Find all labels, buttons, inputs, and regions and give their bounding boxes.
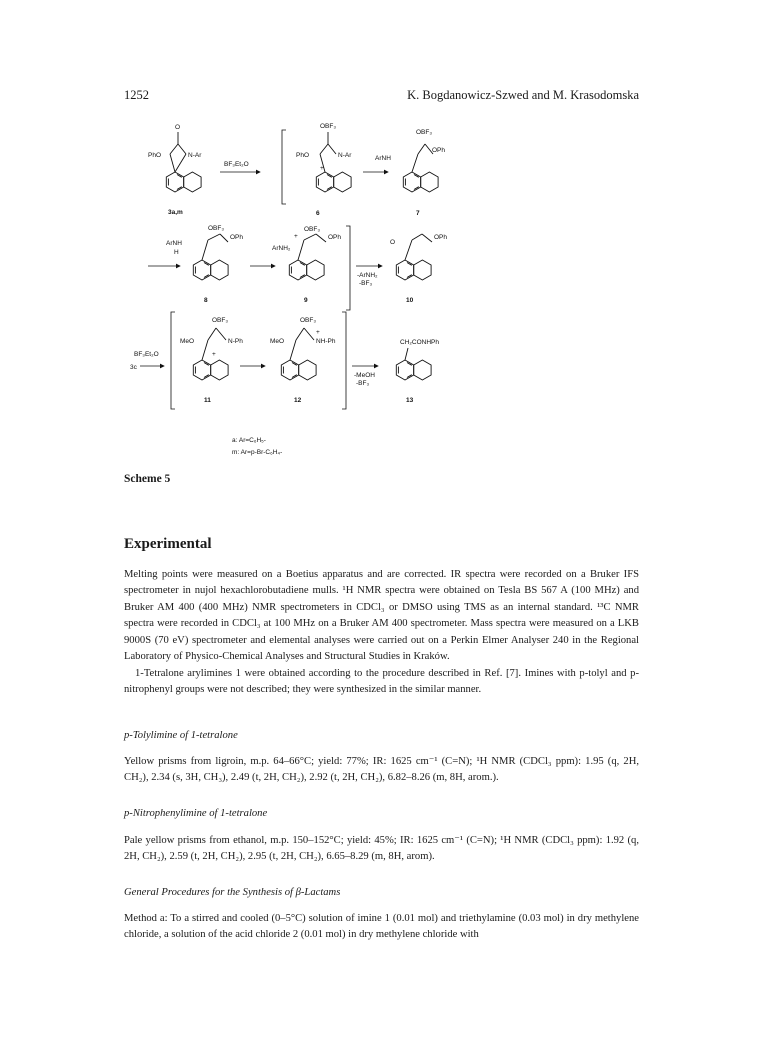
reagent-arnh2: -ArNH₂ [357,272,378,279]
compound-10 [390,234,447,304]
svg-text:H: H [174,249,179,256]
svg-text:OBF₃: OBF₃ [212,317,229,324]
bracket-right-3 [342,312,346,409]
reagent-meoh: -MeOH [354,372,375,379]
compound-12 [270,317,336,404]
svg-text:10: 10 [406,297,414,304]
svg-text:3a,m: 3a,m [168,209,183,216]
reagent-bf3-loss-1: -BF₃ [359,280,373,287]
svg-text:NH-Ph: NH-Ph [316,338,336,345]
svg-text:MeO: MeO [180,338,195,345]
svg-text:+: + [212,351,216,358]
compound-11 [180,317,243,404]
compound-7 [375,129,445,217]
svg-text:ArNH₂: ArNH₂ [272,245,291,252]
subheading-nitrophenylimine: p-Nitrophenylimine of 1-tetralone [124,808,268,819]
svg-text:ArNH: ArNH [375,155,391,162]
svg-text:MeO: MeO [270,338,285,345]
svg-text:ArNH: ArNH [166,240,182,247]
svg-text:O: O [390,239,396,246]
svg-text:N-Ar: N-Ar [338,152,352,159]
svg-text:OPh: OPh [328,234,342,241]
reaction-scheme [120,112,560,472]
svg-text:OPh: OPh [230,234,244,241]
svg-text:12: 12 [294,397,302,404]
subheading-general-procedures: General Procedures for the Synthesis of β-Lactams [124,887,341,898]
compound-9 [272,226,341,304]
svg-text:CH₂CONHPh: CH₂CONHPh [400,339,439,346]
svg-text:6: 6 [316,210,320,217]
scheme-drawing [120,112,560,472]
svg-text:PhO: PhO [148,152,162,159]
legend-m: m: Ar=p-Br-C₆H₄- [232,449,283,456]
svg-text:N-Ar: N-Ar [188,152,202,159]
bracket-left-3 [171,312,175,409]
label-3c: 3c [130,364,137,371]
svg-text:O: O [175,124,181,131]
section-title: Experimental [124,536,212,552]
compound-6 [296,123,352,217]
svg-text:OBF₃: OBF₃ [208,225,225,232]
paragraph-instruments: Melting points were measured on a Boetius apparatus and are corrected. IR spectra were recorded on a Bruker IFS spectrometer in nujol hexachlorobutadiene mulls. ¹H NMR spectra were obtained on Tesla BS 567 A (100 MHz) and Bruker AM 400 (400 MHz) NMR spectrometers in CDCl₃ or DMSO using TMS as an internal standard. ¹³C NMR spectra were recorded in CDCl₃ at 100 MHz on a Bruker AM 400 spectrometer. Mass spectra were measured on a LKB 9000S (70 eV) spectrometer and elemental analyses were carried out on a Perkin Elmer Analyser 240 in the Regional Laboratory of Physico-Chemical Analyses and Structural Studies in Kraków. [124,569,639,663]
paragraph-tolylimine: Yellow prisms from ligroin, m.p. 64–66°C; yield: 77%; IR: 1625 cm⁻¹ (C=N); ¹H NMR (CDCl₃ ppm): 1.95 (q, 2H, CH₂), 2.34 (s, 3H, CH₃), 2.49 (t, 2H, CH₂), 2.92 (t, 2H, CH₂), 6.82–8.26 (m, 8H, arom.). [124,756,639,784]
svg-text:OPh: OPh [434,234,448,241]
svg-text:OPh: OPh [432,147,446,154]
reagent-bf3-1: BF₃Et₂O [224,161,249,168]
svg-text:8: 8 [204,297,208,304]
paragraph-method-a: Method a: To a stirred and cooled (0–5°C) solution of imine 1 (0.01 mol) and triethylamine (0.03 mol) in dry methylene chloride, a solution of the acid chloride 2 (0.01 mol) in dry methylene chloride with [124,913,639,941]
svg-text:+: + [320,165,324,172]
svg-text:+: + [294,233,298,240]
reagent-bf3-loss-2: -BF₃ [356,380,370,387]
subheading-tolylimine: p-Tolylimine of 1-tetralone [124,730,238,741]
svg-text:11: 11 [204,397,211,404]
running-header [124,88,639,106]
page-number: 1252 [124,88,149,102]
paragraph-nitrophenylimine: Pale yellow prisms from ethanol, m.p. 150–152°C; yield: 45%; IR: 1625 cm⁻¹ (C=N); ¹H NMR (CDCl₃ ppm): 1.92 (q, 2H, CH₂), 2.59 (t, 2H, CH₂), 2.95 (t, 2H, CH₂), 6.65–8.29 (m, 8H, arom). [124,835,639,863]
svg-text:N-Ph: N-Ph [228,338,243,345]
bracket-right-2 [346,226,350,310]
svg-text:OBF₃: OBF₃ [300,317,317,324]
bracket-left-1 [282,130,286,204]
svg-text:9: 9 [304,297,308,304]
compound-13 [396,339,439,404]
scheme-caption: Scheme 5 [124,473,171,485]
compound-3am [148,124,202,216]
svg-text:13: 13 [406,397,414,404]
svg-text:+: + [316,329,320,336]
paragraph-imines: 1-Tetralone arylimines 1 were obtained according to the procedure described in Ref. [7]. Imines with p-tolyl and p-nitrophenyl groups were not described; they were synthesized in the similar manner. [124,668,639,696]
svg-text:OBF₃: OBF₃ [320,123,337,130]
svg-text:PhO: PhO [296,152,310,159]
running-authors: K. Bogdanowicz-Szwed and M. Krasodomska [407,88,639,102]
svg-text:OBF₃: OBF₃ [304,226,321,233]
svg-text:OBF₃: OBF₃ [416,129,433,136]
legend-a: a: Ar=C₆H₅- [232,437,266,444]
reagent-bf3-2: BF₃Et₂O [134,351,159,358]
svg-text:7: 7 [416,210,420,217]
compound-8 [166,225,243,304]
